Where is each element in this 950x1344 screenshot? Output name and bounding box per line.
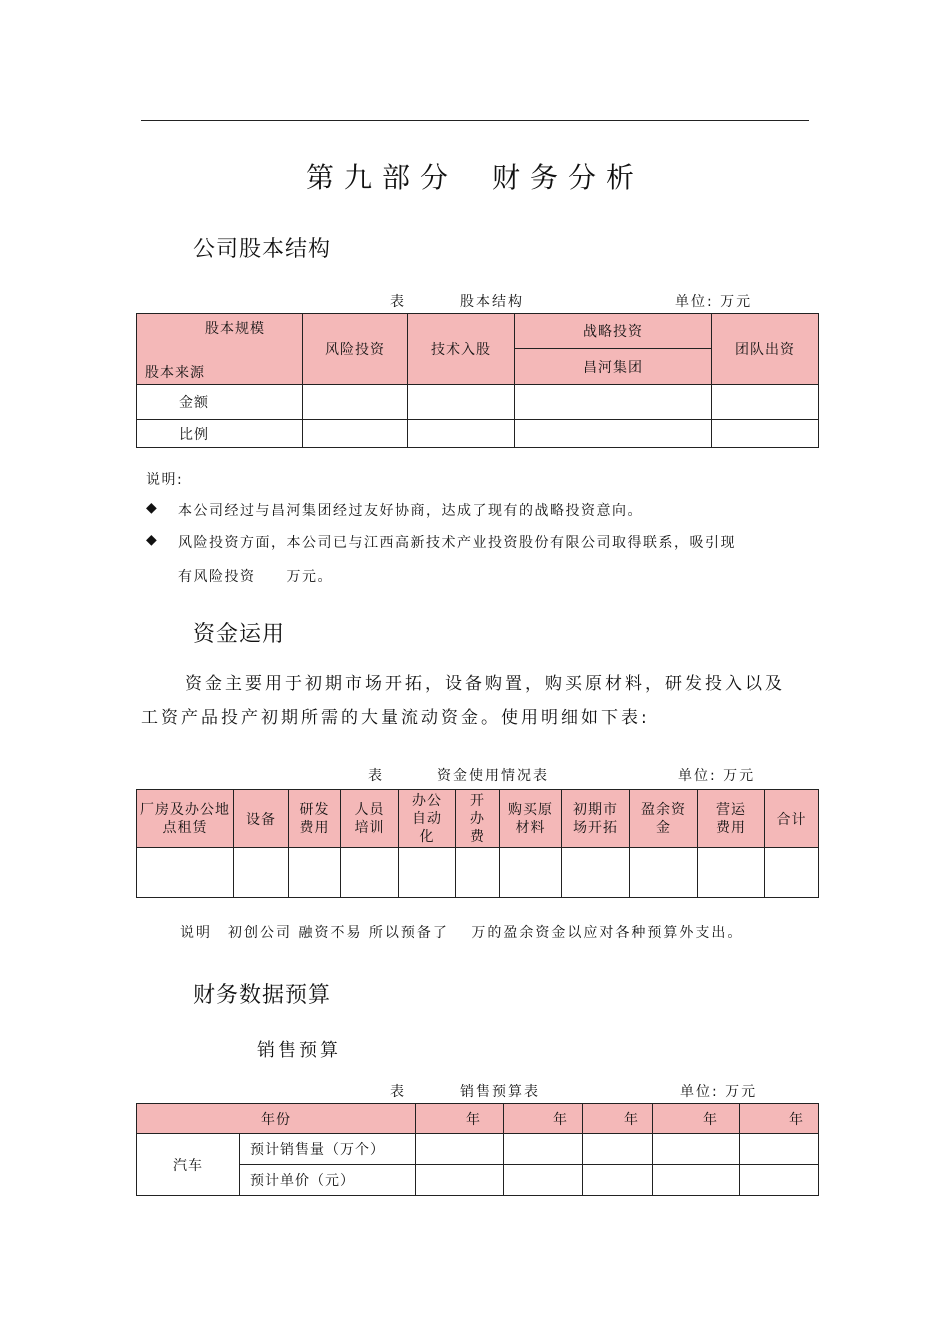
col-office-automation: 办公自动化 [399, 790, 456, 848]
table-caption-name: 资金使用情况表 [437, 768, 549, 784]
table-cell [399, 848, 456, 898]
table-cell [562, 848, 630, 898]
funds-usage-table [136, 789, 819, 898]
bullet-icon: ◆ [146, 500, 157, 516]
bullet-text-2-line2: 有风险投资 万元。 [178, 569, 333, 585]
col-rent: 厂房及办公地点租赁 [137, 790, 234, 848]
table-cell [698, 848, 765, 898]
section-heading-funds: 资金运用 [193, 622, 286, 647]
table-caption-unit: 单位: 万元 [680, 1084, 758, 1100]
table-caption-unit: 单位: 万元 [678, 768, 756, 784]
table-cell [408, 385, 515, 420]
sales-budget-table [136, 1103, 819, 1196]
table-cell [653, 1165, 740, 1196]
col-market-dev: 初期市场开拓 [562, 790, 630, 848]
funds-para-line2: 工资产品投产初期所需的大量流动资金。使用明细如下表: [141, 708, 650, 728]
title-part: 第九部分 [305, 161, 458, 194]
year-col: 年 [583, 1104, 653, 1134]
col-materials: 购买原材料 [500, 790, 562, 848]
table-cell [515, 420, 712, 448]
notes-label: 说明: [146, 472, 184, 488]
table-cell [740, 1165, 819, 1196]
table-cell [653, 1134, 740, 1165]
equity-table [136, 313, 819, 448]
table-cell [341, 848, 399, 898]
row-amount-label: 金额 [137, 385, 303, 420]
table-cell [765, 848, 819, 898]
table-caption-name: 股本结构 [460, 294, 524, 310]
col-strategic-investment: 战略投资 [515, 314, 712, 349]
table-cell [583, 1134, 653, 1165]
table-caption-unit: 单位: 万元 [675, 294, 753, 310]
table-caption-name: 销售预算表 [460, 1084, 540, 1100]
year-label-cell: 年份 [137, 1104, 416, 1134]
table-cell [500, 848, 562, 898]
table-cell [515, 385, 712, 420]
table-cell [234, 848, 289, 898]
corner-bottom-label: 股本来源 [145, 365, 205, 381]
bullet-text-1: 本公司经过与昌河集团经过友好协商，达成了现有的战略投资意向。 [178, 503, 643, 519]
section-heading-budget: 财务数据预算 [193, 983, 332, 1008]
col-tech-shares: 技术入股 [408, 314, 515, 385]
table-cell [583, 1165, 653, 1196]
group-car: 汽车 [137, 1134, 240, 1196]
table-cell [504, 1165, 583, 1196]
year-col: 年 [740, 1104, 819, 1134]
table-cell [740, 1134, 819, 1165]
col-training: 人员培训 [341, 790, 399, 848]
col-strategic-sub: 昌河集团 [515, 349, 712, 385]
col-rnd: 研发费用 [289, 790, 341, 848]
col-setup-fee: 开办费 [456, 790, 500, 848]
subheading-sales-budget: 销售预算 [257, 1040, 341, 1061]
year-col: 年 [416, 1104, 504, 1134]
page-title [0, 156, 950, 196]
table-cell [289, 848, 341, 898]
table-cell [303, 420, 408, 448]
col-risk-investment: 风险投资 [303, 314, 408, 385]
funds-para-line1: 资金主要用于初期市场开拓，设备购置，购买原材料，研发投入以及 [185, 674, 785, 694]
table-cell [504, 1134, 583, 1165]
table-cell [416, 1165, 504, 1196]
bullet-text-2-line1: 风险投资方面，本公司已与江西高新技术产业投资股份有限公司取得联系，吸引现 [178, 535, 736, 551]
year-col: 年 [653, 1104, 740, 1134]
table-cell [712, 385, 819, 420]
table-caption-prefix: 表 [390, 294, 406, 310]
table-cell [712, 420, 819, 448]
equity-corner-cell [137, 314, 303, 385]
col-equipment: 设备 [234, 790, 289, 848]
bullet-icon: ◆ [146, 532, 157, 548]
top-rule [141, 120, 809, 121]
table-cell [456, 848, 500, 898]
table-caption-prefix: 表 [368, 768, 384, 784]
col-surplus: 盈余资金 [630, 790, 698, 848]
table-cell [137, 848, 234, 898]
col-total: 合计 [765, 790, 819, 848]
table-cell [630, 848, 698, 898]
table-cell [416, 1134, 504, 1165]
title-name: 财务分析 [492, 161, 645, 194]
year-col: 年 [504, 1104, 583, 1134]
table-cell [303, 385, 408, 420]
section-heading-equity: 公司股本结构 [193, 237, 332, 262]
col-team-capital: 团队出资 [712, 314, 819, 385]
table-cell [408, 420, 515, 448]
corner-top-label: 股本规模 [205, 321, 265, 337]
row-ratio-label: 比例 [137, 420, 303, 448]
table-caption-prefix: 表 [390, 1084, 406, 1100]
row-sales-volume: 预计销售量（万个） [240, 1134, 416, 1165]
row-unit-price: 预计单价（元） [240, 1165, 416, 1196]
funds-note: 说明 初创公司 融资不易 所以预备了 万的盈余资金以应对各种预算外支出。 [180, 925, 744, 941]
col-operating: 营运费用 [698, 790, 765, 848]
